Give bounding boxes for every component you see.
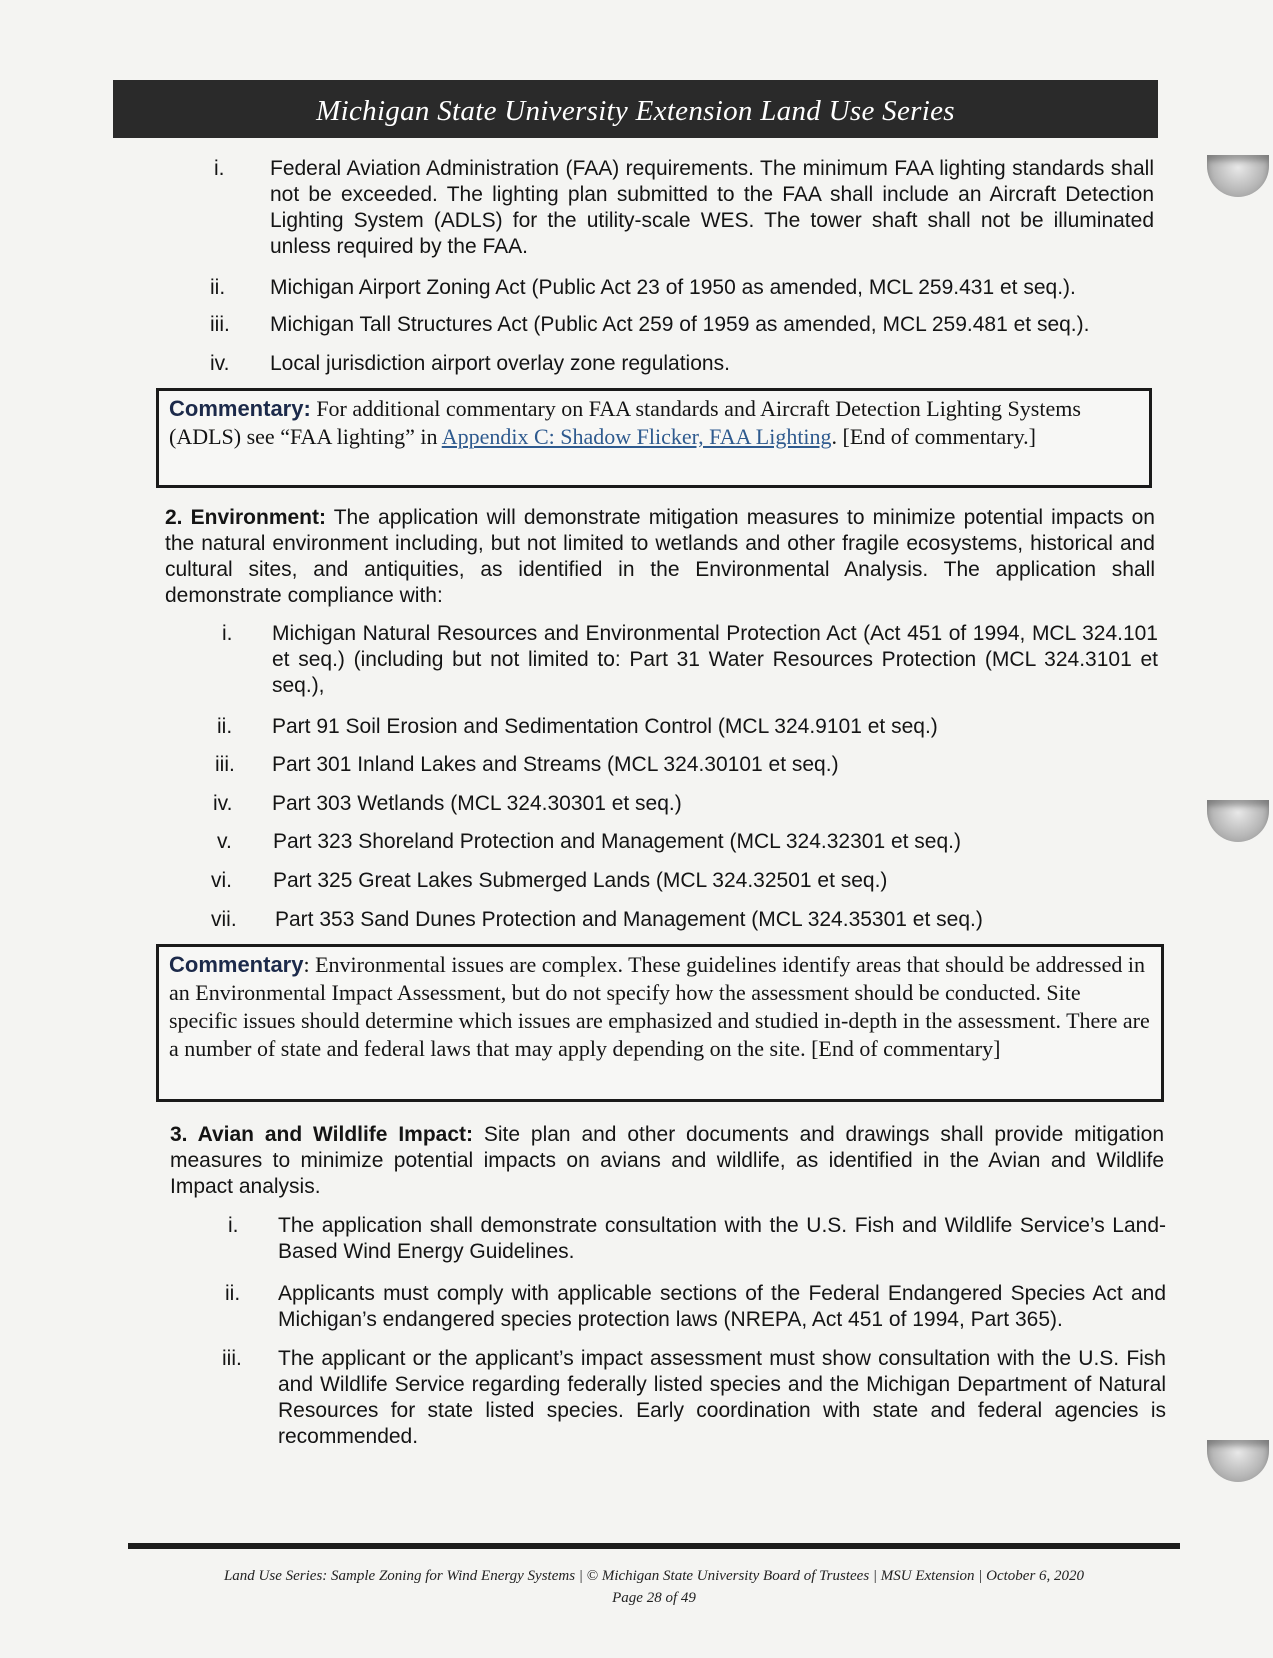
list-number: v. [217,830,232,853]
list-number: i. [222,622,233,645]
avian-text: Site plan and other documents and drawings shall provide mitigation measures to minimize potential impacts on avians and wildlife, as identified in the Avian and Wildlife Impact analysis. [170,1123,1164,1198]
list-text: Part 323 Shoreland Protection and Management (MCL 324.32301 et seq.) [273,830,961,853]
list-number: iv. [210,352,230,375]
commentary-end: . [End of commentary.] [831,424,1036,449]
series-header: Michigan State University Extension Land Use Series [113,80,1158,138]
list-number: i. [214,157,225,180]
commentary-label: Commentary [169,952,304,977]
environment-paragraph [165,505,1155,609]
environment-text: The application will demonstrate mitigation measures to minimize potential impacts on the natural environment including, but not limited to wetlands and other fragile ecosystems, historical and cultural sites, and antiquities, as identified in the Environmental Analysis. The application shall demonstrate compliance with: [165,506,1155,607]
list-text: Applicants must comply with applicable sections of the Federal Endangered Species Act and Michigan’s endangered species protection laws (NREPA, Act 451 of 1994, Part 365). [278,1282,1166,1331]
list-text: Michigan Tall Structures Act (Public Act 259 of 1959 as amended, MCL 259.481 et seq.). [270,313,1090,336]
list-number: iii. [222,1347,242,1370]
section-heading-environment: 2. Environment: [165,506,326,529]
list-text: The application shall demonstrate consultation with the U.S. Fish and Wildlife Service’s Land-Based Wind Energy Guidelines. [278,1214,1166,1263]
list-number: iii. [215,753,235,776]
list-text: Part 301 Inland Lakes and Streams (MCL 324.30101 et seq.) [272,753,839,776]
list-number: vi. [211,869,232,892]
commentary-box-faa [156,388,1152,488]
binder-hole-bottom [1207,1440,1269,1482]
list-text: Part 303 Wetlands (MCL 324.30301 et seq.) [272,792,682,815]
list-text: Michigan Airport Zoning Act (Public Act 23 of 1950 as amended, MCL 259.431 et seq.). [270,276,1076,299]
commentary-text: For additional commentary on FAA standards and Aircraft Detection Lighting Systems (ADLS) see “FAA lighting” in [169,396,1081,449]
commentary-label: Commentary: [169,396,311,421]
appendix-c-link[interactable]: Appendix C: Shadow Flicker, FAA Lighting [441,424,832,449]
list-number: i. [228,1214,239,1237]
section-heading-avian: 3. Avian and Wildlife Impact: [170,1123,474,1146]
list-number: iv. [213,792,233,815]
page-footer [128,1565,1180,1609]
list-number: ii. [217,715,233,738]
avian-paragraph [170,1122,1164,1200]
list-number: vii. [211,908,237,931]
page-number: Page 28 of 49 [612,1590,696,1606]
footer-rule [128,1543,1180,1549]
list-number: iii. [210,313,230,336]
list-text: The applicant or the applicant’s impact assessment must show consultation with the U.S. Fish and Wildlife Service regarding federally listed species and the Michigan Department of Natural Resources for state listed species. Early coordination with state and federal agencies is recommended. [278,1347,1166,1448]
list-text: Local jurisdiction airport overlay zone regulations. [270,352,730,375]
footer-citation: Land Use Series: Sample Zoning for Wind Energy Systems | © Michigan State University Board of Trustees | MSU Extension | October 6, 2020 [223,1568,1085,1584]
commentary-box-environment [156,944,1164,1102]
list-text: Part 91 Soil Erosion and Sedimentation Control (MCL 324.9101 et seq.) [272,715,938,738]
list-text: Part 325 Great Lakes Submerged Lands (MCL 324.32501 et seq.) [273,869,888,892]
list-text: Federal Aviation Administration (FAA) requirements. The minimum FAA lighting standards shall not be exceeded. The lighting plan submitted to the FAA shall include an Aircraft Detection Lighting System (ADLS) for the utility-scale WES. The tower shaft shall not be illuminated unless required by the FAA. [270,157,1154,258]
list-number: ii. [210,276,226,299]
list-text: Part 353 Sand Dunes Protection and Management (MCL 324.35301 et seq.) [275,908,983,931]
list-text: Michigan Natural Resources and Environmental Protection Act (Act 451 of 1994, MCL 324.101 et seq.) (including but not limited to: Part 31 Water Resources Protection (MCL 324.3101 et seq.), [272,622,1158,697]
list-number: ii. [225,1282,241,1305]
commentary-text: : Environmental issues are complex. These guidelines identify areas that should be addressed in an Environmental Impact Assessment, but do not specify how the assessment should be conducted. Site specific issues should determine which issues are emphasized and studied in-depth in the assessment. There are a number of state and federal laws that may apply depending on the site. [End of commentary] [169,952,1150,1061]
binder-hole-middle [1207,800,1269,842]
binder-hole-top [1207,155,1269,197]
